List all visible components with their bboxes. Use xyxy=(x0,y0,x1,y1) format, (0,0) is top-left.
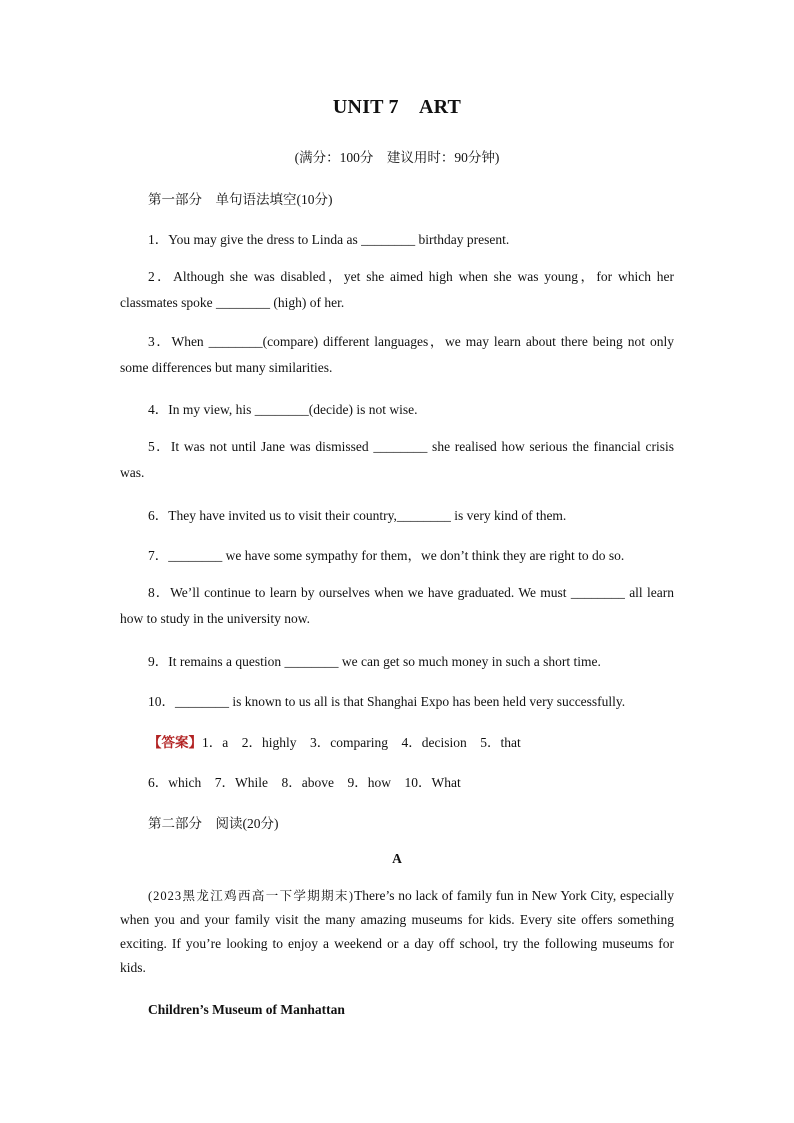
passage-source: (2023黑龙江鸡西高一下学期期末) xyxy=(148,889,355,903)
part2-heading: 第二部分 阅读(20分) xyxy=(148,816,279,831)
question-10: 10．________ is known to us all is that Shanghai Expo has been held very successfully. xyxy=(148,694,626,709)
question-5 xyxy=(120,434,674,486)
question-4: 4．In my view, his ________(decide) is not wise. xyxy=(148,402,418,417)
question-3 xyxy=(120,329,674,381)
question-2 xyxy=(120,264,674,316)
page-subtitle: (满分：100分 建议用时：90分钟) xyxy=(294,150,500,165)
question-5-text: 5．It was not until Jane was dismissed ________ she realised how serious the financial crisis was. xyxy=(120,439,674,480)
question-8-text: 8．We’ll continue to learn by ourselves when we have graduated. We must ________ all learn how to study in the university now. xyxy=(120,585,674,626)
question-3-text: 3．When ________(compare) different languages，we may learn about there being not only some differences but many similarities. xyxy=(120,334,674,375)
question-8 xyxy=(120,580,674,632)
part1-heading: 第一部分 单句语法填空(10分) xyxy=(148,192,333,207)
reading-passage xyxy=(120,884,674,980)
question-2-text: 2．Although she was disabled，yet she aimed high when she was young，for which her classmates spoke ________ (high) of her. xyxy=(120,269,674,310)
question-6: 6．They have invited us to visit their country,________ is very kind of them. xyxy=(148,508,567,523)
answer-line-1 xyxy=(148,731,521,751)
museum-subheading: Children’s Museum of Manhattan xyxy=(148,1002,345,1017)
question-1: 1．You may give the dress to Linda as ________ birthday present. xyxy=(148,232,510,247)
answer-tag: 【答案】 xyxy=(148,735,202,750)
passage-text: There’s no lack of family fun in New York City, especially when you and your family visit the many amazing museums for kids. Every site offers something exciting. If you’re looking to enjoy a weekend or a day off school, try the following museums for kids. xyxy=(120,888,675,975)
question-7: 7．________ we have some sympathy for them，we don’t think they are right to do so. xyxy=(148,548,625,563)
question-9: 9．It remains a question ________ we can get so much money in such a short time. xyxy=(148,654,601,669)
answer-line-2: 6．which 7．While 8．above 9．how 10．What xyxy=(148,775,461,790)
answer-text-1: 1．a 2．highly 3．comparing 4．decision 5．that xyxy=(202,735,521,750)
page-title: UNIT 7 ART xyxy=(332,96,462,118)
section-label-a: A xyxy=(392,851,402,866)
